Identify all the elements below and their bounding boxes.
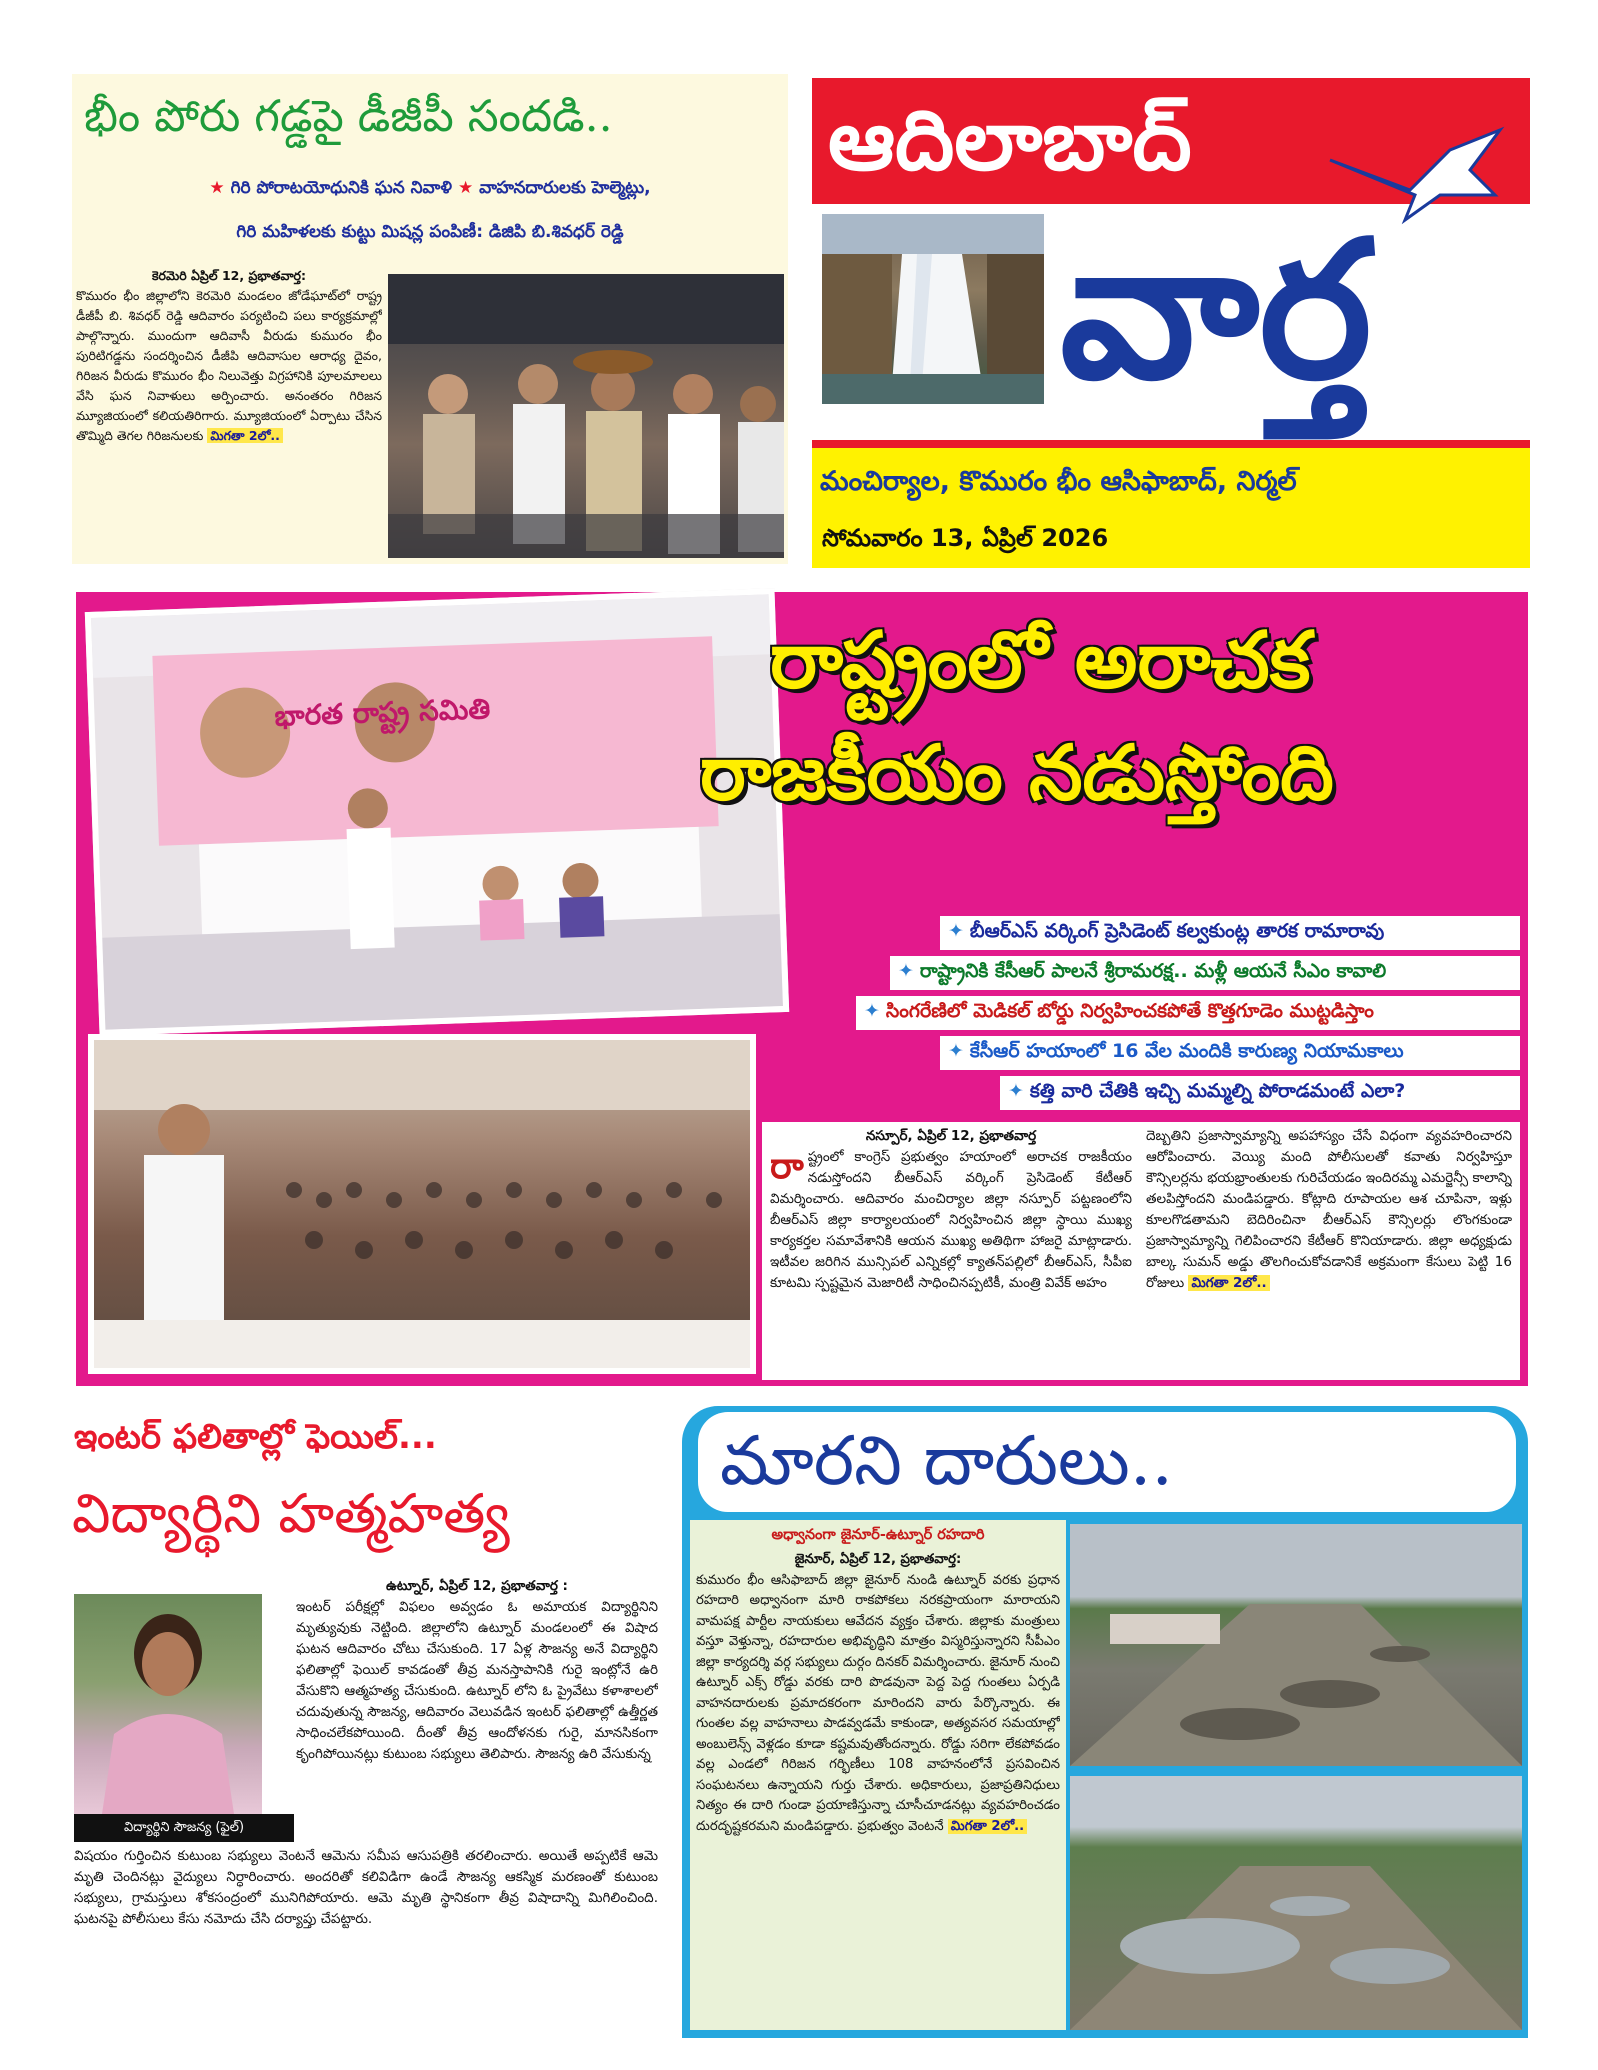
student-graphic [74,1594,262,1814]
stage-graphic [91,594,783,1029]
story1-body-text: కొమురం భీం జిల్లాలోని కెరమెరి మండలం జోడేఘాట్‌లో రాష్ట్ర డీజీపీ బి. శివధర్ రెడ్డి ఆదివారం పర్యటించి పలు కార్యక్రమాల్లో పాల్గొన్నారు. ముందుగా ఆదివాసీ వీరుడు కుమురం భీం పురిటిగడ్డను సందర్శించిన డీజీపి ఆదివాసుల ఆరాధ్య దైవం, గిరిజన వీరుడు కొమురం భీం నిలువెత్తు విగ్రహానికి పూలమాలలు వేసి ఘన నివాళులు అర్పించారు. అనంతరం గిరిజన మ్యూజియంలో కలియతిరిగారు. మ్యూజియంలో ఏర్పాటు చేసిన తొమ్మిది తెగల గిరిజనులకు [76,288,382,443]
story4-body-text: కుమురం భీం ఆసిఫాబాద్ జిల్లా జైనూర్ నుండి ఉట్నూర్ వరకు ప్రధాన రహదారి అధ్వానంగా మారి రాకపోకలు నరకప్రాయంగా మారాయని వామపక్ష పార్టీల నాయకులు ఆవేదన వ్యక్తం చేశారు. జిల్లాకు మంత్రులు వస్తూ వెళ్తున్నా, రహదారుల అభివృద్ధిని మాత్రం విస్మరిస్తున్నారని సీపీఎం జిల్లా కార్యదర్శి వర్గ సభ్యులు దుర్గం దినకర్ విమర్శించారు. జైనూర్ నుంచి ఉట్నూర్ ఎక్స్ రోడ్డు వరకు దారి పొడవునా పెద్ద పెద్ద గుంతలు ఏర్పడి వాహనదారులకు ప్రమాదకరంగా మారిందని వారు పేర్కొన్నారు. ఈ గుంతల వల్ల వాహనాలు పాడవ్వడమే కాకుండా, అత్యవసర సమయాల్లో అంబులెన్స్ వెళ్లడం కూడా కష్టమవుతోందన్నారు. రోడ్డు సరిగా లేకపోవడం వల్ల ఎండలో గిరిజన గర్భిణీలు 108 వాహనంలోనే ప్రసవించిన సంఘటనలు ఉన్నాయని గుర్తు చేశారు. అధికారులు, ప్రజాప్రతినిధులు నిత్యం ఈ దారి గుండా ప్రయాణిస్తున్నా చూసీచూడనట్లు వ్యవహరించడం దురదృష్టకరమని మండిపడ్డారు. ప్రభుత్వం వెంటనే [696,1572,1060,1834]
story1-sub1-b: వాహనదారులకు హెల్మెట్లు, [479,178,651,198]
story4-banner-text: మారని దారులు.. [720,1422,1173,1501]
lead-bullet-4-text: కేసీఆర్ హయాంలో 16 వేల మందికి కారుణ్య నియామకాలు [969,1040,1404,1062]
story4-kicker: అధ్వానంగా జైనూర్-ఉట్నూర్ రహదారి [771,1527,985,1543]
diamond-icon: ✦ [948,1040,964,1062]
lead-bullet-5 [1000,1076,1520,1110]
dgp-event-photo [388,274,784,558]
masthead-title-top: ఆదిలాబాద్ [828,91,1192,189]
lead-bullet-3-text: సింగరేణిలో మెడికల్ బోర్డు నిర్వహించకపోతే కొత్తగూడెం ముట్టడిస్తాం [885,1000,1374,1022]
lead-bullet-3 [856,996,1520,1030]
story3-headline: విద్యార్థిని హత్మహత్య [72,1482,510,1545]
party-banner-text: భారత రాష్ట్ర సమితి [273,692,491,733]
story4-dateline: జైనూర్, ఏప్రిల్ 12, ప్రభాతవార్త: [794,1552,962,1567]
student-photo-caption: విద్యార్థిని సౌజన్య (ఫైల్) [74,1814,294,1842]
lead-dateline: నస్పూర్, ఏప్రిల్ 12, ప్రభాతవార్త [865,1128,1037,1144]
story3-full-body [74,1846,658,2046]
story3-dateline: ఉట్నూర్, ఏప్రిల్ 12, ప్రభాతవార్త : [386,1578,568,1594]
road-photo-2 [1070,1776,1522,2030]
story1-dateline: కెరమెరి ఏప్రిల్ 12, ప్రభాతవార్త: [152,268,306,283]
lead-column-2 [1146,1126,1512,1376]
lead-headline-line1: రాష్ట్రంలో అరాచక [770,616,1311,706]
diamond-icon: ✦ [1008,1080,1024,1102]
lead-headline-line2: రాజకీయం నడుస్తోంది [700,728,1334,817]
diamond-icon: ✦ [864,1000,880,1022]
waterfall-photo [822,214,1044,404]
story3-side-text: ఇంటర్ పరీక్షల్లో విఫలం అవ్వడం ఓ అమాయక విద్యార్థినిని మృత్యువుకు నెట్టింది. జిల్లాలోని ఉట్నూర్ మండలంలో ఈ విషాద ఘటన ఆదివారం చోటు చేసుకుంది. 17 ఏళ్ల సౌజన్య అనే విద్యార్థిని ఫలితాల్లో ఫెయిల్ కావడంతో తీవ్ర మనస్తాపానికి గురై ఇంట్లోనే ఉరి వేసుకొని ఆత్మహత్య చేసుకుంది. ఉట్నూర్ లోని ఓ ప్రైవేటు కళాశాలలో చదువుతున్న సౌజన్య, ఆదివారం వెలువడిన ఇంటర్ ఫలితాల్లో ఉత్తీర్ణత సాధించలేకపోయింది. దీంతో తీవ్ర ఆందోళనకు గురై, మానసికంగా కృంగిపోయినట్లు కుటుంబ సభ్యులు తెలిపారు. సౌజన్య ఉరి వేసుకున్న [296,1599,658,1762]
lead-bullet-2 [890,956,1520,990]
story1-body [76,266,382,562]
waterfall-graphic [822,214,1044,404]
lead-bullet-1-text: బీఆర్ఎస్ వర్కింగ్ ప్రెసిడెంట్ కల్వకుంట్ల తారక రామారావు [969,920,1385,942]
lead-column-2-text: దెబ్బతిని ప్రజాస్వామ్యాన్ని అపహాస్యం చేసే విధంగా వ్యవహరించారని ఆరోపించారు. వెయ్యి మంది పోలీసులతో కవాతు నిర్వహిస్తూ కౌన్సిలర్లను భయభ్రాంతులకు గురిచేయడం ఇందిరమ్మ ఎమర్జెన్సీ కాలాన్ని తలపిస్తోందని మండిపడ్డారు. కోట్లాది రూపాయల ఆశ చూపినా, ఇళ్లు కూలగొడతామని బెదిరించినా బీఆర్ఎస్ కౌన్సిలర్లు లొంగకుండా ప్రజాస్వామ్యాన్ని గెలిపించారని కేటీఆర్ కొనియాడారు. జిల్లా అధ్యక్షుడు బాల్క సుమన్ అడ్డు తొలగించుకోవడానికే అక్రమంగా కేసులు పెట్టి 16 రోజులు [1146,1128,1512,1291]
story3-full-text: విషయం గుర్తించిన కుటుంబ సభ్యులు వెంటనే ఆమెను సమీప ఆసుపత్రికి తరలించారు. అయితే అప్పటికే ఆమె మృతి చెందినట్లు వైద్యులు నిర్ధారించారు. అందరితో కలివిడిగా ఉండే సౌజన్య ఆకస్మిక మరణంతో కుటుంబ సభ్యులు, గ్రామస్తులు శోకసంద్రంలో మునిగిపోయారు. ఆమె మృతి స్థానికంగా తీవ్ర విషాదాన్ని మిగిలించింది. ఘటనపై పోలీసులు కేసు నమోదు చేసి దర్యాప్తు చేపట్టారు. [74,1848,658,1927]
lead-column-1 [770,1126,1132,1376]
story1-headline: భీం పోరు గడ్డపై డీజీపీ సందడి.. [84,91,613,142]
road-photo-1 [1070,1524,1522,1766]
road-1-graphic [1070,1524,1522,1766]
story1-sub1-a: గిరి పోరాటయోధునికి ఘన నివాళి [230,178,453,198]
lead-bullet-5-text: కత్తి వారి చేతికి ఇచ్చి మమ్మల్ని పోరాడమంటే ఎలా? [1029,1080,1406,1102]
story3-side-body [296,1576,658,1844]
story1-continued: మిగతా 2లో.. [207,428,283,443]
diamond-icon: ✦ [898,960,914,982]
masthead-districts: మంచిర్యాల, కొమురం భీం ఆసిఫాబాద్, నిర్మల్ [820,466,1297,497]
lead-dropcap: రా [770,1146,804,1187]
masthead-title-main: వార్త [1060,200,1372,421]
story3-kicker: ఇంటర్ ఫలితాల్లో ఫెయిల్... [74,1417,437,1457]
student-photo [74,1594,262,1814]
lead-column-1-text: ష్ట్రంలో కాంగ్రెస్ ప్రభుత్వం హయాంలో అరాచక రాజకీయం నడుస్తోందని బీఆర్ఎస్ వర్కింగ్ ప్రెసిడెంట్ కేటీఆర్ విమర్శించారు. ఆదివారం మంచిర్యాల జిల్లా నస్పూర్ పట్టణంలోని బీఆర్ఎస్ జిల్లా కార్యాలయంలో నిర్వహించిన జిల్లా స్థాయి ముఖ్య కార్యకర్తల సమావేశానికి ఆయన ముఖ్య అతిథిగా హాజరై మాట్లాడారు. ఇటీవల జరిగిన మున్సిపల్ ఎన్నికల్లో క్యాతన్‌పల్లిలో బీఆర్ఎస్, సీపీఐ కూటమి స్పష్టమైన మెజారిటీ సాధించినప్పటికీ, మంత్రి వివేక్ అహం [770,1149,1132,1291]
dgp-photo-figures [388,274,784,558]
story1-subheadline-2: గిరి మహిళలకు కుట్టు మిషన్ల పంపిణీ: డిజిపి బి.శివధర్ రెడ్డి [236,222,624,242]
story4-body [696,1550,1060,2028]
road-2-graphic [1070,1776,1522,2030]
lead-bullet-1 [940,916,1520,950]
ktr-stage-photo [85,588,789,1036]
ktr-crowd-photo [88,1034,756,1374]
diamond-icon: ✦ [948,920,964,942]
lead-bullet-4 [940,1036,1520,1070]
lead-continued: మిగతా 2లో.. [1188,1275,1269,1291]
lead-bullet-2-text: రాష్ట్రానికి కేసీఆర్ పాలనే శ్రీరామరక్ష.. మళ్లీ ఆయనే సీఎం కావాలి [919,960,1387,982]
crowd-graphic [94,1040,750,1368]
story1-subheadline-1 [72,178,788,202]
star-icon: ★ [457,178,474,198]
masthead-rule [812,440,1530,448]
masthead-date: సోమవారం 13, ఏప్రిల్ 2026 [822,524,1109,552]
star-icon: ★ [209,178,225,198]
story4-continued: మిగతా 2లో.. [948,1819,1027,1834]
